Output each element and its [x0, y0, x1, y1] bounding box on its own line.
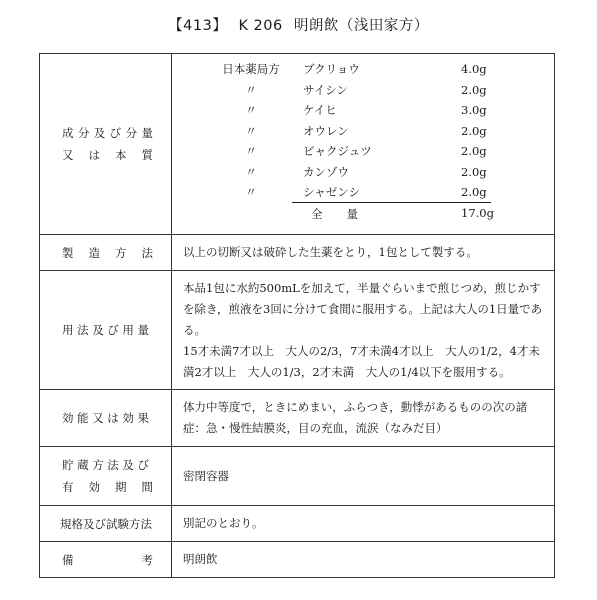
label-char: び	[137, 458, 149, 472]
dosage-text-2: 15才未満7才以上 大人の2/3，7才未満4才以上 大人の1/2，4才未満2才以上 大人の1/3，2才未満 大人の1/4以下を服用する。	[183, 343, 540, 379]
label-char: 成	[62, 126, 74, 140]
ingredient-row	[183, 183, 546, 201]
monograph-number: 【413】	[168, 18, 228, 34]
ingredient-source: 日本薬局方	[222, 62, 280, 76]
label-char: 及	[93, 126, 106, 140]
formula-code: K 206	[238, 18, 283, 34]
label-char: 分	[77, 126, 90, 140]
ingredient-name: カンゾウ	[303, 164, 349, 179]
document-title	[0, 14, 597, 35]
label-char: び	[107, 323, 119, 337]
label-char: 試	[106, 516, 118, 531]
ingredient-name: ケイヒ	[303, 103, 337, 117]
storage-content	[172, 447, 555, 506]
composition-label	[40, 54, 172, 235]
composition-row	[40, 54, 555, 235]
specs-label-text	[40, 513, 171, 535]
label-char: 及	[83, 516, 95, 531]
label-char: 用	[122, 323, 134, 337]
ingredient-amount: 2.0g	[461, 82, 487, 97]
formula-name: 明朗飲（浅田家方）	[293, 18, 429, 34]
ingredient-row	[183, 142, 546, 160]
manufacturing-label	[40, 235, 172, 271]
composition-content	[172, 54, 555, 235]
label-char: 法	[140, 516, 152, 531]
ingredient-source: 〃	[245, 103, 257, 117]
label-char: は	[88, 148, 100, 162]
label-char: び	[109, 126, 122, 140]
total-value: 17.0g	[461, 206, 494, 220]
label-char: 効	[88, 480, 100, 494]
label-char: 果	[137, 411, 149, 425]
dosage-text-1: 本品1包に水約500mLを加えて，半量ぐらいまで煎じつめ，煎じかすを除き，煎液を3回に分けて食間に服用する。上記は大人の1日量である。	[183, 280, 543, 337]
label-char: 有	[62, 480, 74, 494]
ingredient-amount: 2.0g	[461, 123, 487, 138]
remarks-row	[40, 542, 555, 578]
label-char: 法	[107, 458, 119, 472]
specs-label	[40, 506, 172, 542]
remarks-label-text	[40, 549, 171, 571]
ingredient-name: ブクリョウ	[303, 62, 360, 76]
efficacy-label	[40, 390, 172, 447]
ingredient-source: 〃	[245, 123, 257, 138]
label-char: 期	[115, 480, 127, 494]
storage-label-line1	[40, 454, 171, 476]
total-rule	[292, 202, 491, 203]
ingredient-row	[183, 81, 546, 99]
total-label: 全量	[311, 207, 382, 221]
label-char: 考	[141, 552, 153, 567]
manufacturing-row	[40, 235, 555, 271]
dosage-label	[40, 271, 172, 390]
ingredient-source: 〃	[245, 144, 257, 158]
ingredient-name: サイシン	[303, 82, 348, 97]
monograph-table	[39, 53, 555, 578]
manufacturing-label-text	[40, 242, 171, 264]
remarks-label	[40, 542, 172, 578]
storage-label	[40, 447, 172, 506]
label-char: 方	[115, 245, 127, 260]
composition-label-line1	[40, 122, 171, 144]
ingredient-row	[183, 122, 546, 140]
label-char: 又	[62, 148, 74, 162]
label-char: 質	[141, 148, 153, 162]
ingredient-source: 〃	[245, 164, 257, 179]
label-char: 効	[62, 411, 74, 425]
ingredient-row	[183, 60, 546, 78]
ingredient-amount: 4.0g	[461, 62, 487, 76]
label-char: 間	[141, 480, 153, 494]
label-char: 本	[115, 148, 127, 162]
efficacy-text: 体力中等度で，ときにめまい，ふらつき，動悸があるものの次の諸症：急・慢性結膜炎，目の充血，流涙（なみだ目）	[183, 400, 528, 435]
label-char: 貯	[62, 458, 74, 472]
ingredient-list	[183, 56, 546, 232]
label-char: 分	[125, 126, 138, 140]
label-char: 量	[137, 323, 149, 337]
ingredient-amount: 2.0g	[461, 164, 487, 179]
ingredient-row	[183, 163, 546, 181]
label-char: 効	[122, 411, 134, 425]
ingredient-source: 〃	[245, 82, 257, 97]
label-char: 備	[62, 552, 74, 567]
ingredient-name: ビャクジュツ	[303, 144, 372, 158]
ingredient-amount: 3.0g	[461, 103, 487, 117]
storage-row	[40, 447, 555, 506]
ingredient-source: 〃	[245, 185, 257, 199]
manufacturing-text: 以上の切断又は破砕した生薬をとり，1包として製する。	[183, 245, 478, 259]
remarks-content	[172, 542, 555, 578]
label-char: 能	[77, 411, 89, 425]
specs-content	[172, 506, 555, 542]
remarks-text: 明朗飲	[183, 552, 218, 566]
label-char: 量	[141, 126, 153, 140]
dosage-row	[40, 271, 555, 390]
dosage-label-text	[40, 319, 171, 341]
label-char: 験	[117, 516, 129, 531]
label-char: 製	[62, 245, 74, 260]
dosage-content	[172, 271, 555, 390]
label-char: 及	[122, 458, 134, 472]
ingredient-row	[183, 101, 546, 119]
specs-row	[40, 506, 555, 542]
label-char: 法	[77, 323, 89, 337]
label-char: 規	[60, 516, 72, 531]
ingredient-amount: 2.0g	[461, 144, 487, 158]
manufacturing-content	[172, 235, 555, 271]
label-char: 方	[92, 458, 104, 472]
label-char: 法	[141, 245, 153, 260]
efficacy-label-text	[40, 407, 171, 429]
label-char: 格	[71, 516, 83, 531]
storage-label-line2	[40, 476, 171, 498]
specs-text: 別記のとおり。	[183, 516, 264, 530]
label-char: 又	[92, 411, 104, 425]
composition-label-line2	[40, 144, 171, 166]
ingredient-name: オウレン	[303, 123, 349, 138]
label-char: 及	[92, 323, 104, 337]
label-char: 用	[62, 323, 74, 337]
label-char: 方	[129, 516, 141, 531]
label-char: 蔵	[77, 458, 89, 472]
efficacy-row	[40, 390, 555, 447]
label-char: は	[107, 411, 119, 425]
efficacy-content	[172, 390, 555, 447]
storage-text: 密閉容器	[183, 468, 229, 483]
ingredient-name: シャゼンシ	[303, 185, 360, 199]
label-char: 造	[88, 245, 100, 260]
ingredient-amount: 2.0g	[461, 185, 487, 199]
label-char: び	[94, 516, 106, 531]
